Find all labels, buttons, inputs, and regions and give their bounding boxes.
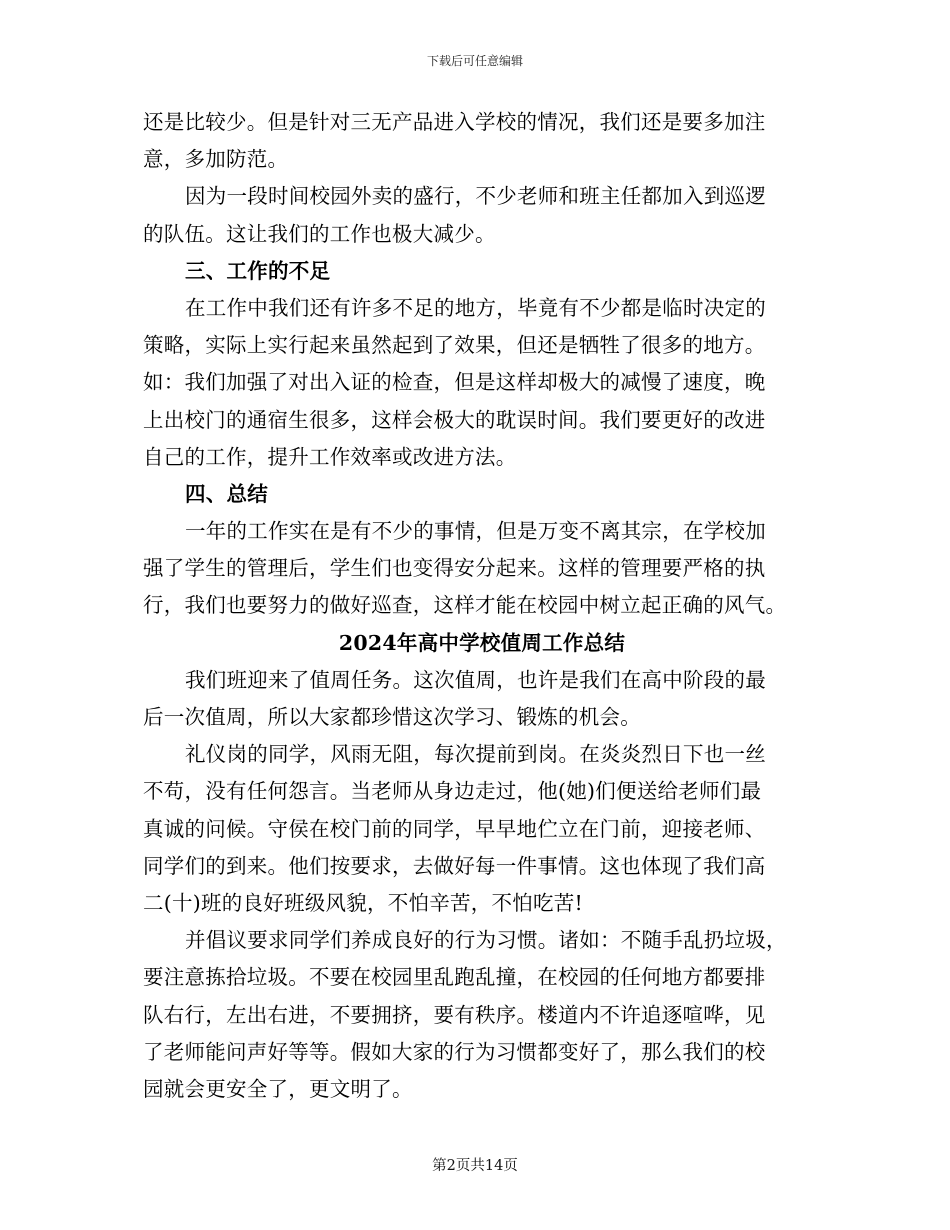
paragraph-line: 上出校门的通宿生很多，这样会极大的耽误时间。我们要更好的改进 [143, 407, 766, 432]
paragraph-line: 了老师能问声好等等。假如大家的行为习惯都变好了，那么我们的校 [143, 1039, 766, 1064]
section-heading: 三、工作的不足 [185, 258, 331, 283]
paragraph-line: 自己的工作，提升工作效率或改进方法。 [143, 444, 517, 469]
paragraph-line: 强了学生的管理后，学生们也变得安分起来。这样的管理要严格的执 [143, 556, 766, 581]
paragraph-line: 在工作中我们还有许多不足的地方，毕竟有不少都是临时决定的 [185, 295, 766, 320]
paragraph-line: 并倡议要求同学们养成良好的行为习惯。诸如：不随手乱扔垃圾， [185, 928, 787, 953]
paragraph-line: 我们班迎来了值周任务。这次值周，也许是我们在高中阶段的最 [185, 667, 766, 692]
page-footer: 第2页共14页 [432, 1158, 518, 1174]
paragraph-line: 意，多加防范。 [143, 147, 289, 172]
paragraph-line: 的队伍。这让我们的工作也极大减少。 [143, 221, 496, 246]
page-header: 下载后可任意编辑 [426, 54, 523, 68]
document-title: 2024年高中学校值周工作总结 [338, 630, 626, 655]
paragraph-line: 如：我们加强了对出入证的检查，但是这样却极大的减慢了速度，晚 [143, 370, 766, 395]
document-body [143, 104, 813, 1108]
paragraph-line: 真诚的问候。守侯在校门前的同学，早早地伫立在门前，迎接老师、 [143, 816, 766, 841]
paragraph-line: 队右行，左出右进，不要拥挤，要有秩序。楼道内不许追逐喧哗，见 [143, 1002, 766, 1027]
paragraph-line: 要注意拣拾垃圾。不要在校园里乱跑乱撞，在校园的任何地方都要排 [143, 965, 766, 990]
paragraph-line: 礼仪岗的同学，风雨无阻，每次提前到岗。在炎炎烈日下也一丝 [185, 742, 766, 767]
section-heading: 四、总结 [185, 481, 268, 506]
paragraph-line: 同学们的到来。他们按要求，去做好每一件事情。这也体现了我们高 [143, 853, 766, 878]
paragraph-line: 园就会更安全了，更文明了。 [143, 1076, 413, 1101]
paragraph-line: 行，我们也要努力的做好巡查，这样才能在校园中树立起正确的风气。 [143, 593, 787, 618]
paragraph-line: 二(十)班的良好班级风貌，不怕辛苦，不怕吃苦! [143, 890, 583, 915]
paragraph-line: 还是比较少。但是针对三无产品进入学校的情况，我们还是要多加注 [143, 110, 766, 134]
paragraph-line: 后一次值周，所以大家都珍惜这次学习、锻炼的机会。 [143, 705, 641, 729]
paragraph-line: 一年的工作实在是有不少的事情，但是万变不离其宗，在学校加 [185, 519, 766, 544]
paragraph-line: 策略，实际上实行起来虽然起到了效果，但还是牺牲了很多的地方。 [143, 333, 766, 358]
paragraph-line: 因为一段时间校园外卖的盛行，不少老师和班主任都加入到巡逻 [185, 184, 766, 209]
paragraph-line: 不苟，没有任何怨言。当老师从身边走过，他(她)们便送给老师们最 [143, 779, 762, 804]
